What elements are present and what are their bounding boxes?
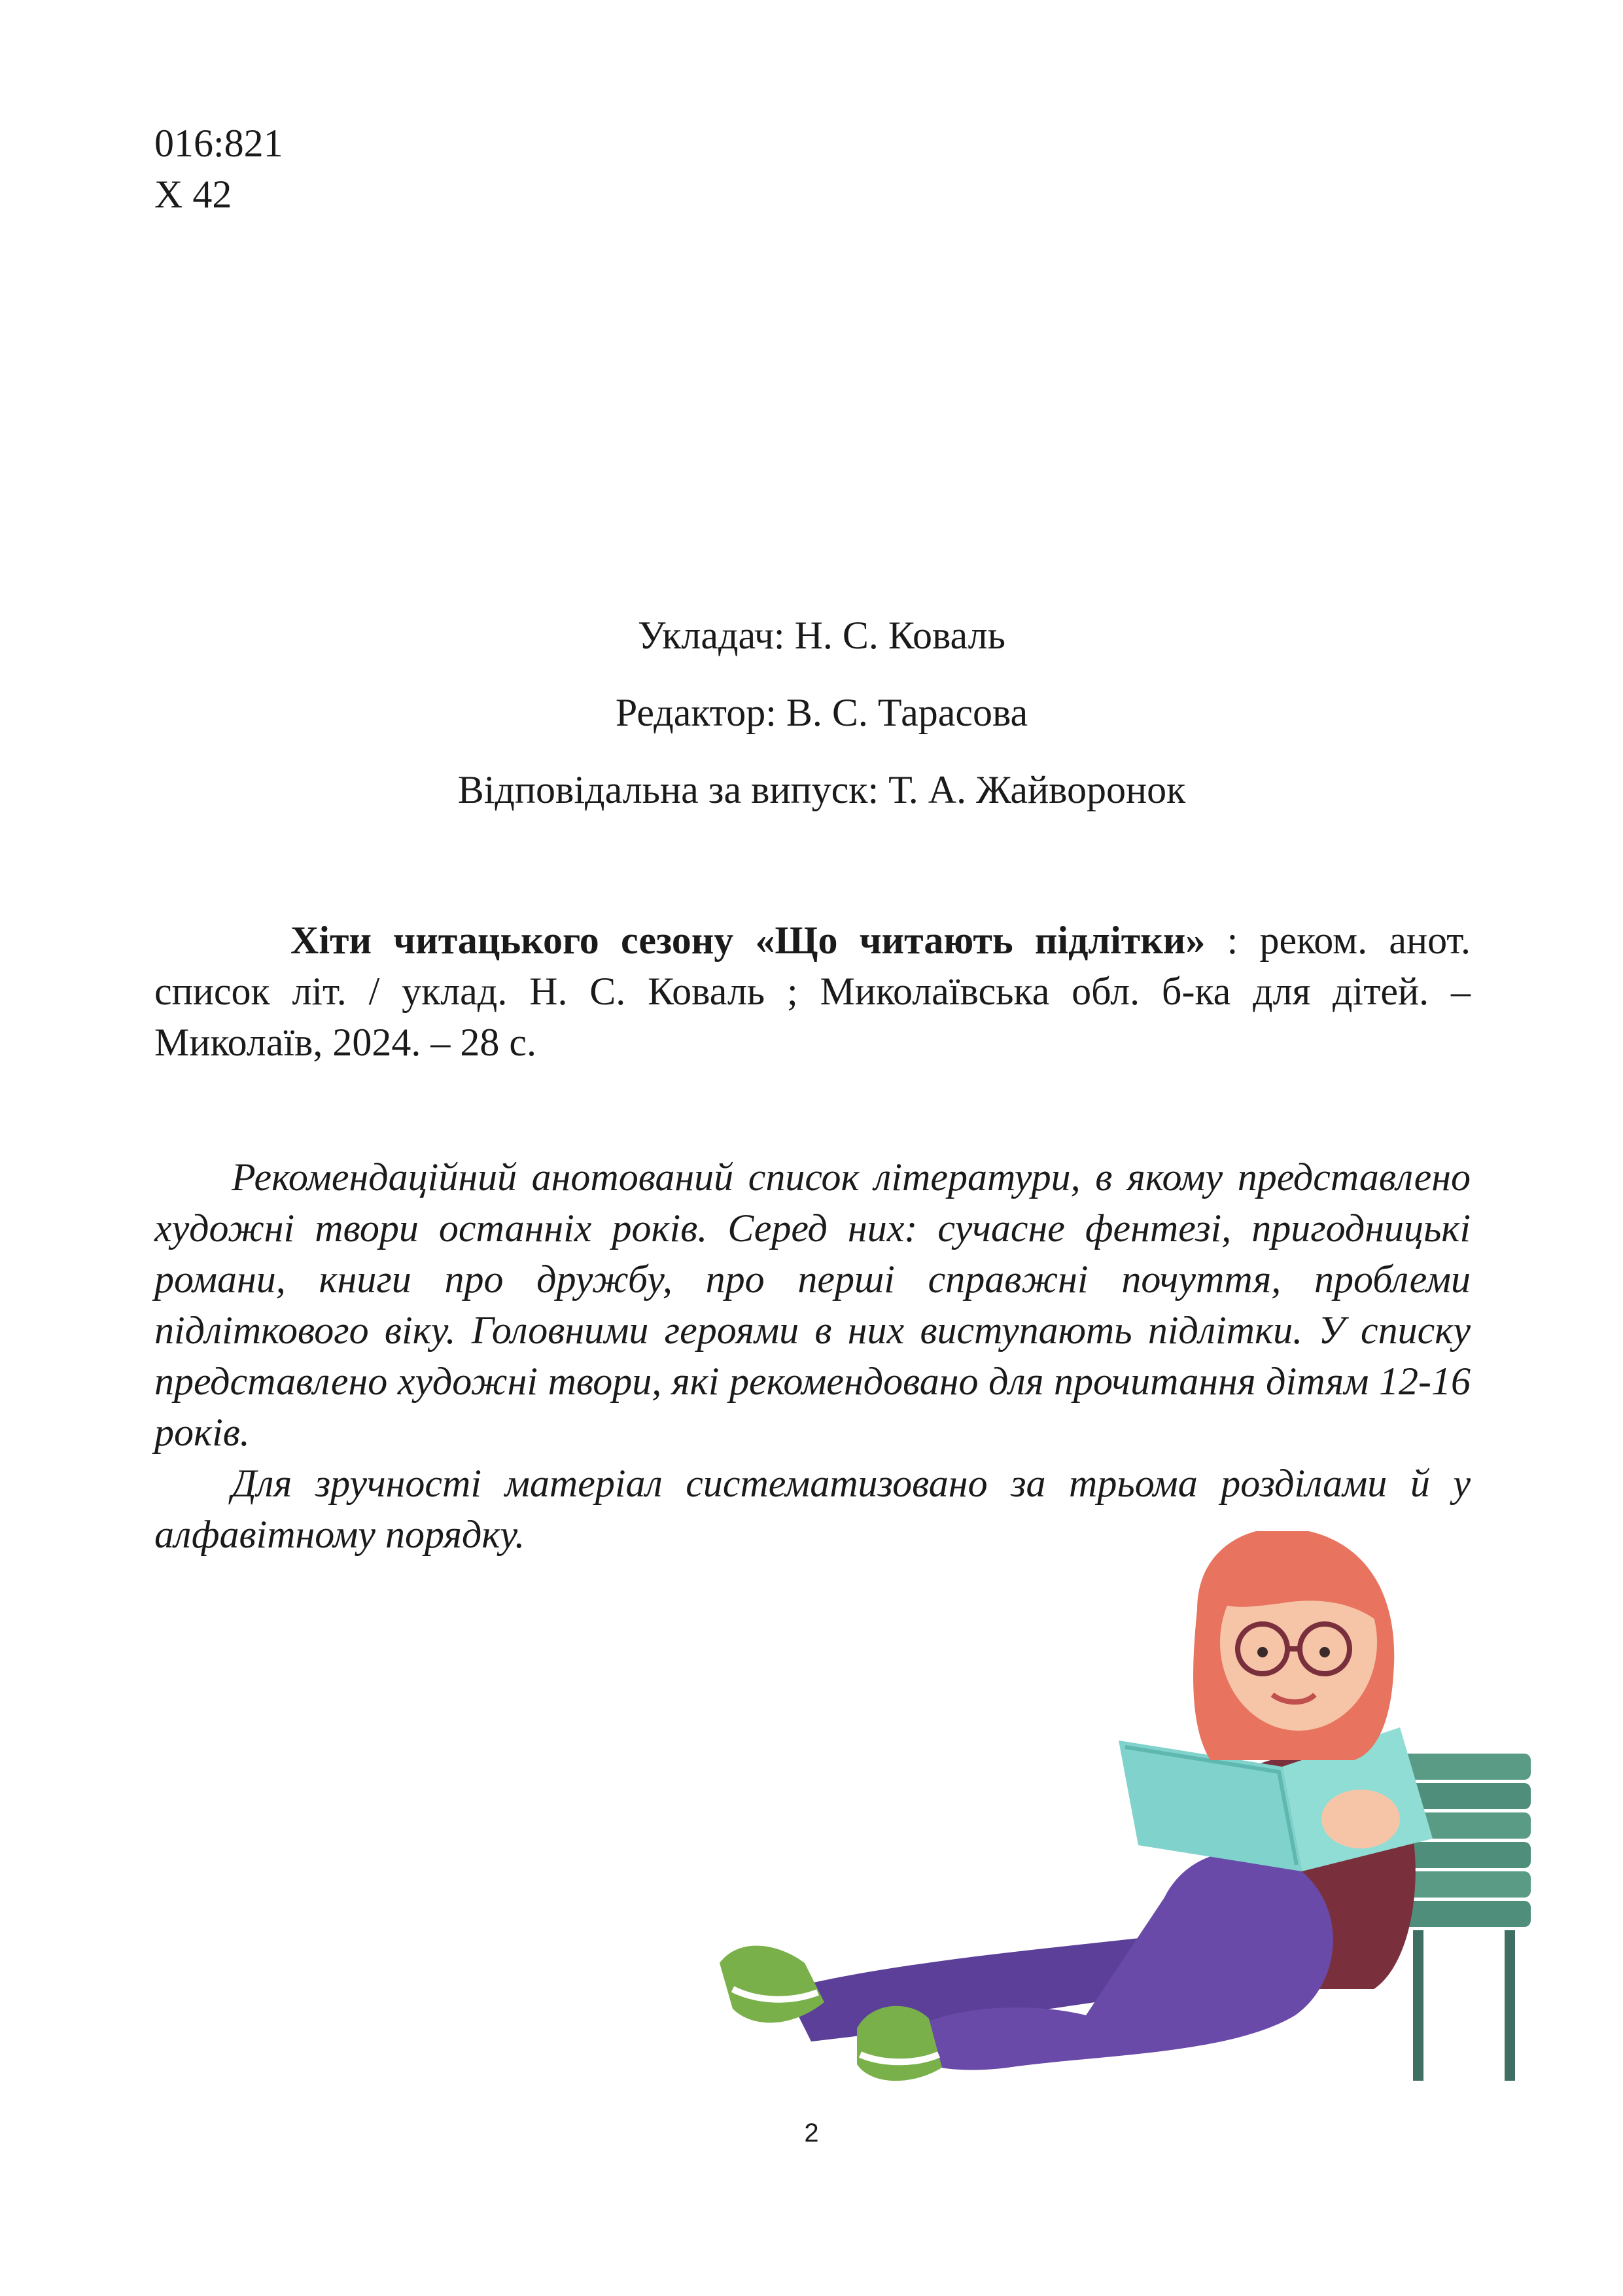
responsible-line: Відповідальна за випуск: Т. А. Жайворонок xyxy=(457,768,1186,811)
abstract-paragraph-2: Для зручності матеріал систематизовано за трьома розділами й у алфавітному порядку. xyxy=(154,1462,1471,1556)
editor-line: Редактор: В. С. Тарасова xyxy=(615,691,1028,734)
abstract-paragraph-1: Рекомендаційний анотований список літератури, в якому представлено художні твори останніх років. Серед них: сучасне фентезі, пригодницькі романи, книги про дружбу, про перші справжні почуття, проблеми підліткового віку. Головними героями в них виступають підлітки. У списку представлено художні твори, які рекомендовано для прочитання дітям 12-16 років. xyxy=(154,1156,1471,1454)
book-title: Хіти читацького сезону «Що читають підлітки» xyxy=(290,919,1206,962)
bibliographic-details: : реком. анот. список літ. / уклад. Н. С. Коваль ; Миколаївська обл. б-ка для дітей. – Миколаїв, 2024. – 28 с. xyxy=(154,919,1471,1064)
credits-block xyxy=(154,610,1471,841)
udc-code: 016:821 xyxy=(154,122,283,165)
bibliographic-description xyxy=(154,915,1471,1068)
abstract xyxy=(154,1152,1471,1560)
udc-block xyxy=(154,118,283,220)
compiler-line: Укладач: Н. С. Коваль xyxy=(638,614,1005,657)
author-mark: Х 42 xyxy=(154,173,232,216)
reading-girl-illustration xyxy=(693,1531,1531,2133)
reading-girl-icon xyxy=(693,1531,1531,2133)
page-number: 2 xyxy=(804,2119,819,2147)
